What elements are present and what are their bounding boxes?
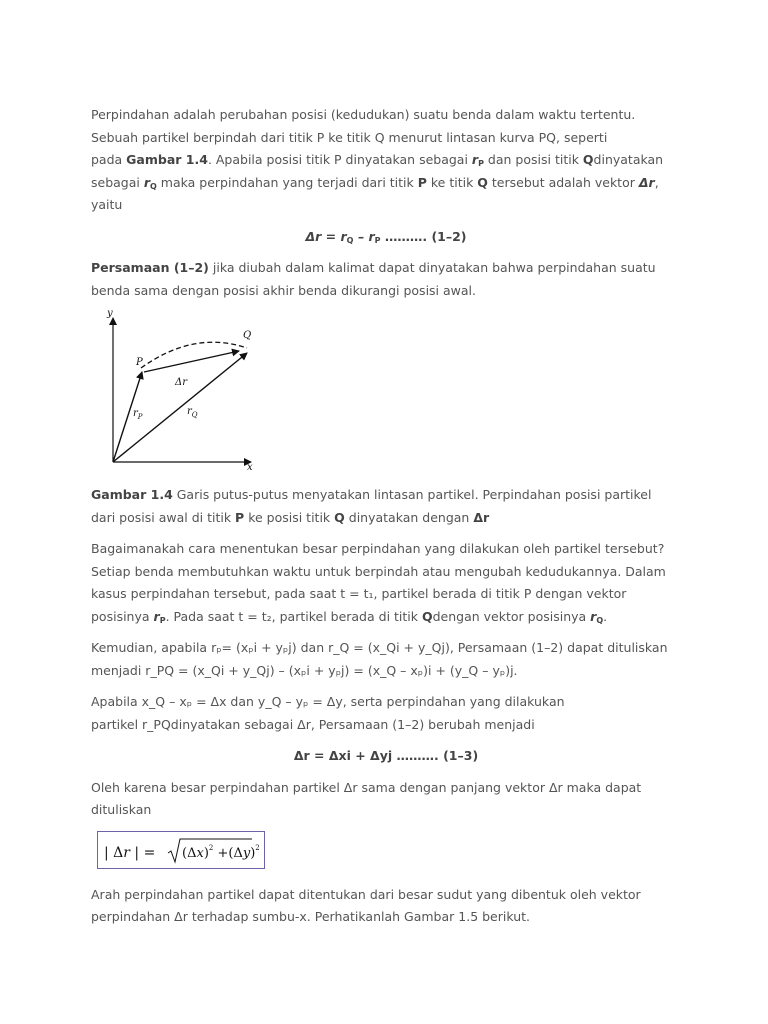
persamaan-line-1	[91, 257, 681, 280]
question-line-3: kasus perpindahan tersebut, pada saat t = t₁, partikel berada di titik P dengan vektor	[91, 586, 627, 601]
eq-number: ………. (1–2)	[380, 228, 467, 244]
text-span: ke titik	[426, 174, 478, 190]
label-rq	[187, 406, 198, 419]
equation-reference: Persamaan (1–2)	[91, 260, 209, 275]
point-q: Q	[477, 174, 488, 190]
intro-line-2: Sebuah partikel berpindah dari titik P ke titik Q menurut lintasan kurva PQ, seperti	[91, 129, 608, 145]
vector-rq: r	[143, 174, 151, 190]
text-span: .	[603, 608, 608, 624]
label-p: P	[136, 357, 143, 368]
paragraph-apabila	[91, 691, 681, 736]
label-delta-r: Δr	[175, 377, 188, 388]
question-line-1: Bagaimanakah cara menentukan besar perpindahan yang dilakukan oleh partikel tersebut?	[91, 541, 665, 556]
eq-minus: –	[353, 228, 369, 244]
oleh-karena-line-1: Oleh karena besar perpindahan partikel Δr sama dengan panjang vektor Δr maka dapat	[91, 779, 642, 795]
label-q: Q	[243, 330, 252, 341]
formula-lhs: | Δr | =	[104, 844, 156, 861]
figure-reference: Gambar 1.4	[126, 152, 208, 167]
text-span: dan posisi titik	[483, 152, 583, 167]
subscript: P	[478, 159, 484, 168]
point-p: P	[235, 509, 245, 525]
equation-line	[91, 226, 681, 249]
eq-lhs: Δr	[305, 228, 322, 244]
eq-sign: =	[321, 228, 341, 244]
oleh-karena-line-2: dituliskan	[91, 802, 152, 817]
question-line-4	[91, 606, 681, 629]
vector-delta-r: Δr	[638, 174, 655, 190]
text-span: ke posisi titik	[244, 509, 335, 525]
text-span: posisinya	[91, 608, 154, 624]
figure-1-4-diagram	[99, 306, 279, 474]
article-body	[91, 104, 681, 929]
vector-rp: r	[471, 152, 479, 167]
label-x: x	[247, 462, 253, 473]
text-span: sebagai	[91, 174, 144, 190]
point-q: Q	[334, 509, 345, 525]
intro-line-1: Perpindahan adalah perubahan posisi (kedudukan) suatu benda dalam waktu tertentu.	[91, 107, 636, 122]
text-span: . Apabila posisi titik P dinyatakan sebagai	[207, 152, 472, 167]
text-span: tersebut adalah vektor	[487, 174, 639, 190]
subscript: Q	[150, 181, 157, 191]
point-q: Q	[582, 152, 594, 167]
persamaan-line-2: benda sama dengan posisi akhir benda dikurangi posisi awal.	[91, 282, 476, 298]
kemudian-line-1: Kemudian, apabila rₚ= (xₚi + yₚj) dan r_Q = (x_Qi + y_Qj), Persamaan (1–2) dapat dituliskan	[91, 640, 668, 655]
paragraph-oleh-karena	[91, 777, 681, 822]
subscript: P	[374, 235, 381, 245]
label-rp	[133, 408, 143, 421]
intro-line-4	[91, 172, 681, 195]
text-span: . Pada saat t = t₂, partikel berada di titik	[165, 608, 422, 624]
vector-rp: r	[153, 608, 160, 624]
eq-rq: r	[340, 228, 347, 244]
text-span: dengan vektor posisinya	[432, 608, 591, 624]
label-rp-sub: P	[137, 413, 143, 421]
caption-line-1	[91, 484, 681, 507]
apabila-line-1: Apabila x_Q – xₚ = Δx dan y_Q – yₚ = Δy, serta perpindahan yang dilakukan	[91, 694, 565, 709]
question-line-2: Setiap benda membutuhkan waktu untuk berpindah atau mengubah kedudukannya. Dalam	[91, 563, 666, 579]
text-span: jika diubah dalam kalimat dapat dinyatakan bahwa perpindahan suatu	[208, 260, 656, 275]
equation-line: Δr = Δxi + Δyj ………. (1–3)	[293, 748, 479, 763]
point-q: Q	[421, 608, 433, 624]
label-y: y	[107, 308, 113, 319]
apabila-line-2: partikel r_PQdinyatakan sebagai Δr, Persamaan (1–2) berubah menjadi	[91, 716, 535, 732]
equation-1-3	[91, 745, 681, 768]
arah-line-2: perpindahan Δr terhadap sumbu-x. Perhatikanlah Gambar 1.5 berikut.	[91, 909, 531, 924]
paragraph-persamaan	[91, 257, 681, 302]
intro-line-3	[91, 149, 681, 172]
kemudian-line-2: menjadi r_PQ = (x_Qi + y_Qj) – (xₚi + yₚj) = (x_Q – xₚ)i + (y_Q – yₚ)j.	[91, 662, 518, 678]
text-span: maka perpindahan yang terjadi dari titik	[156, 174, 418, 190]
arah-line-1: Arah perpindahan partikel dapat ditentukan dari besar sudut yang dibentuk oleh vektor	[91, 886, 641, 902]
subscript: Q	[596, 615, 604, 625]
vector-diagram	[99, 306, 279, 474]
vector-delta-r: Δr	[473, 509, 490, 525]
paragraph-arah	[91, 884, 681, 929]
point-p: P	[417, 174, 427, 190]
label-rp-main: r	[133, 408, 138, 419]
trajectory-dashed-path	[141, 342, 247, 368]
eq-rp: r	[368, 228, 375, 244]
figure-caption	[91, 484, 681, 529]
subscript: P	[159, 615, 166, 625]
text-span: ,	[654, 174, 659, 190]
vector-delta-r-line	[144, 351, 239, 372]
intro-line-5: yaitu	[91, 197, 123, 212]
equation-1-2	[91, 226, 681, 249]
label-rq-sub: Q	[191, 411, 198, 419]
label-rq-main: r	[187, 406, 192, 417]
formula-radicand: $(\Delta x)^2 +(\Delta y)^2$	[182, 843, 260, 861]
caption-label: Gambar 1.4	[91, 487, 173, 502]
text-span: dari posisi awal di titik	[91, 509, 236, 525]
text-span: dinyatakan dengan	[344, 509, 474, 525]
magnitude-formula	[104, 836, 260, 866]
paragraph-question	[91, 538, 681, 628]
text-span: Garis putus-putus menyatakan lintasan partikel. Perpindahan posisi partikel	[172, 487, 652, 502]
caption-line-2	[91, 507, 681, 530]
paragraph-kemudian	[91, 637, 681, 682]
text-span: dinyatakan	[593, 152, 664, 167]
text-span: pada	[91, 152, 127, 167]
subscript: Q	[346, 235, 354, 245]
vector-rq: r	[590, 608, 597, 624]
magnitude-formula-box	[97, 831, 265, 869]
paragraph-intro	[91, 104, 681, 217]
